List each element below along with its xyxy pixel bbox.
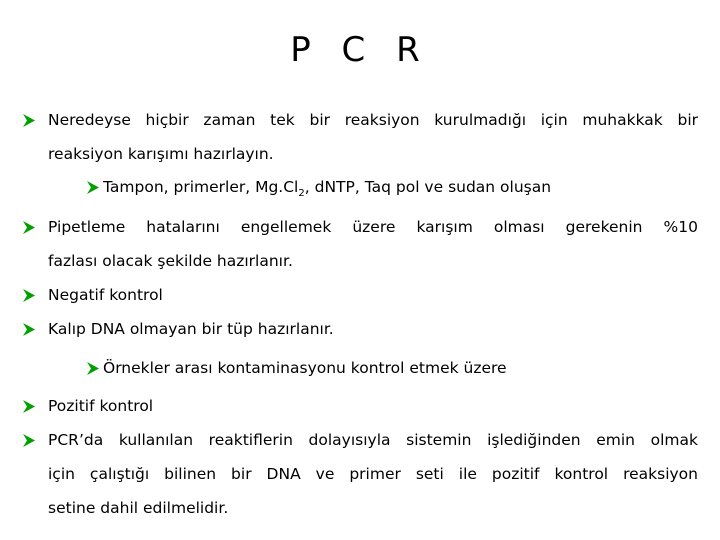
arrowhead-bullet-icon <box>86 362 100 375</box>
bullet-item-5 <box>22 396 698 416</box>
arrowhead-bullet-icon <box>22 221 36 234</box>
bullet-text: Negatif kontrol <box>48 286 163 304</box>
bullet-line: setine dahil edilmelidir. <box>48 499 229 517</box>
bullet-line: için çalıştığı bilinen bir DNA ve primer seti ile pozitif kontrol reaksiyon <box>48 465 698 483</box>
bullet-text <box>22 430 698 518</box>
text-part: Tampon, primerler, Mg.Cl <box>103 178 299 196</box>
arrowhead-bullet-icon <box>22 289 36 302</box>
bullet-line: fazlası olacak şekilde hazırlanır. <box>48 252 293 270</box>
page-title: P C R <box>290 30 430 70</box>
bullet-item-3 <box>22 285 698 305</box>
bullet-line: Neredeyse hiçbir zaman tek bir reaksiyon kurulmadığı için muhakkak bir <box>48 111 698 129</box>
arrowhead-bullet-icon <box>86 181 100 194</box>
text-part: , dNTP, Taq pol ve sudan oluşan <box>304 178 552 196</box>
sub-bullet-item-2 <box>86 358 698 378</box>
bullet-item-1 <box>22 110 698 164</box>
bullet-text: Pozitif kontrol <box>48 397 154 415</box>
arrowhead-bullet-icon <box>22 323 36 336</box>
arrowhead-bullet-icon <box>22 434 36 447</box>
arrowhead-bullet-icon <box>22 114 36 127</box>
bullet-line: reaksiyon karışımı hazırlayın. <box>48 145 274 163</box>
bullet-line: Pipetleme hatalarını engellemek üzere karışım olması gerekenin %10 <box>48 218 698 236</box>
bullet-item-4 <box>22 319 698 339</box>
bullet-item-6 <box>22 430 698 518</box>
bullet-text <box>22 217 698 271</box>
bullet-item-2 <box>22 217 698 271</box>
sub-bullet-item-1 <box>86 177 698 200</box>
subscript: 2 <box>298 188 305 200</box>
bullet-line: PCR’da kullanılan reaktiflerin dolayısıyla sistemin işlediğinden emin olmak <box>48 431 698 449</box>
bullet-text <box>86 177 698 200</box>
bullet-text <box>22 110 698 164</box>
arrowhead-bullet-icon <box>22 400 36 413</box>
bullet-text: Kalıp DNA olmayan bir tüp hazırlanır. <box>48 320 334 338</box>
bullet-text: Örnekler arası kontaminasyonu kontrol etmek üzere <box>103 359 507 377</box>
